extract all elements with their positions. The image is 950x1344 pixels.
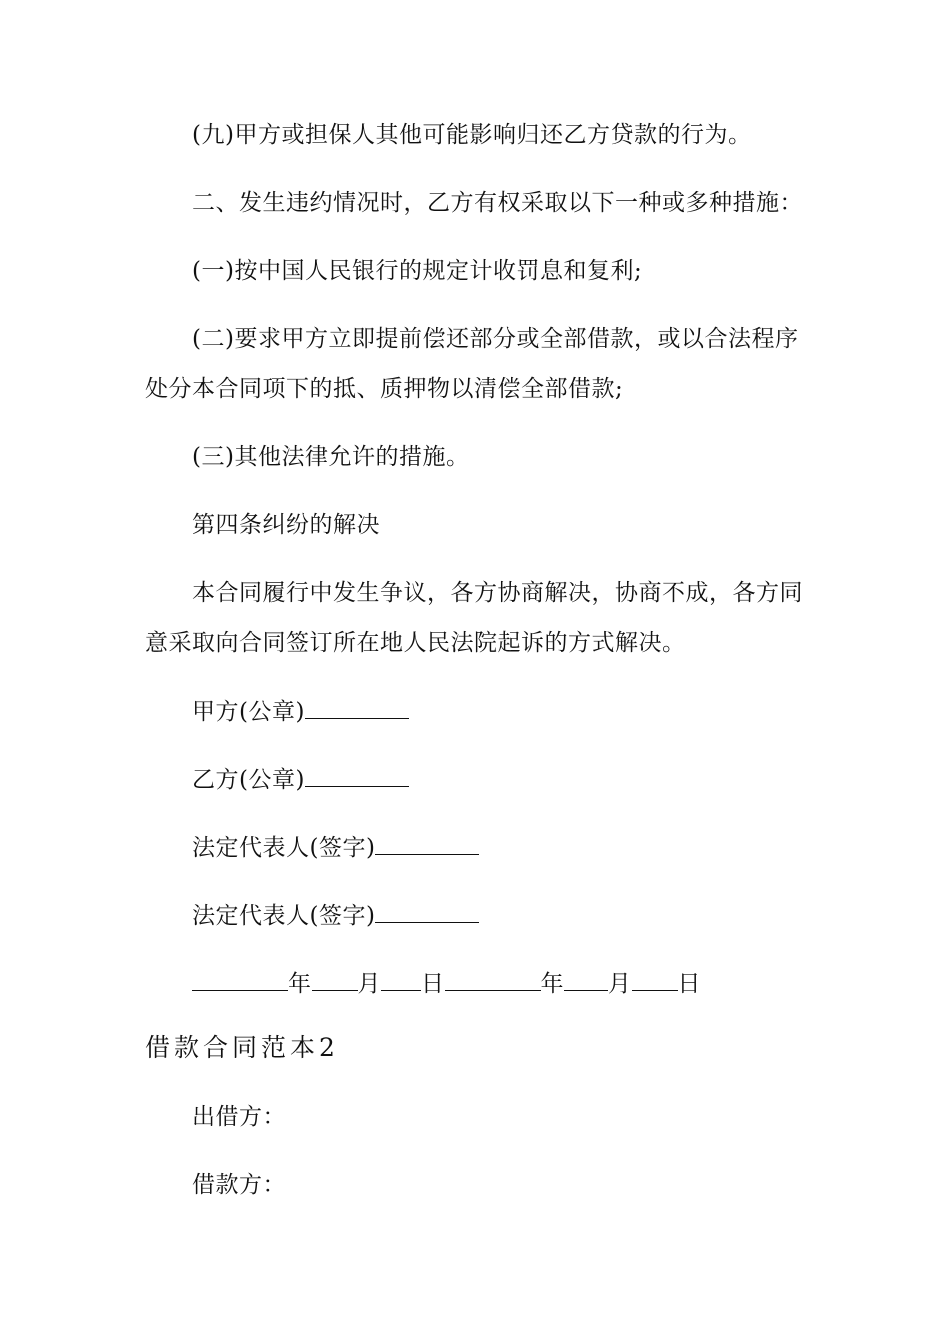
lender-label: 出借方： — [192, 1104, 286, 1130]
year-blank-2 — [445, 968, 541, 991]
legal-rep-1-label: 法定代表人(签字) — [192, 835, 376, 861]
remedy-item-3: (三)其他法律允许的措施。 — [192, 444, 470, 470]
party-b-seal-label: 乙方(公章) — [192, 767, 305, 793]
legal-rep-1-line — [192, 832, 479, 863]
day-blank-2 — [632, 968, 678, 991]
month-label-2: 月 — [608, 971, 632, 997]
party-a-seal-blank — [305, 696, 409, 719]
remedies-intro: 二、发生违约情况时，乙方有权采取以下一种或多种措施： — [192, 190, 803, 216]
year-blank-1 — [192, 968, 288, 991]
article-4-title: 第四条纠纷的解决 — [192, 512, 380, 538]
month-blank-2 — [564, 968, 608, 991]
remedy-item-2-line-2: 处分本合同项下的抵、质押物以清偿全部借款; — [145, 376, 624, 402]
remedy-item-1: (一)按中国人民银行的规定计收罚息和复利; — [192, 258, 643, 284]
party-b-seal-line — [192, 764, 409, 795]
month-blank-1 — [312, 968, 358, 991]
day-blank-1 — [381, 968, 421, 991]
article-4-line-1: 本合同履行中发生争议，各方协商解决，协商不成，各方同 — [192, 580, 803, 606]
legal-rep-1-blank — [375, 832, 479, 855]
borrower-label: 借款方： — [192, 1172, 286, 1198]
article-4-line-2: 意采取向合同签订所在地人民法院起诉的方式解决。 — [145, 630, 686, 656]
legal-rep-2-line — [192, 900, 479, 931]
party-a-seal-label: 甲方(公章) — [192, 699, 305, 725]
day-label-1: 日 — [421, 971, 445, 997]
clause-item-9: (九)甲方或担保人其他可能影响归还乙方贷款的行为。 — [192, 122, 752, 148]
day-label-2: 日 — [677, 971, 701, 997]
legal-rep-2-blank — [375, 900, 479, 923]
party-b-seal-blank — [305, 764, 409, 787]
year-label-2: 年 — [540, 971, 564, 997]
date-line — [192, 968, 701, 999]
party-a-seal-line — [192, 696, 409, 727]
year-label-1: 年 — [288, 971, 312, 997]
month-label-1: 月 — [357, 971, 381, 997]
legal-rep-2-label: 法定代表人(签字) — [192, 903, 376, 929]
remedy-item-2-line-1: (二)要求甲方立即提前偿还部分或全部借款，或以合法程序 — [192, 326, 799, 352]
section-2-title: 借款合同范本2 — [145, 1033, 339, 1062]
